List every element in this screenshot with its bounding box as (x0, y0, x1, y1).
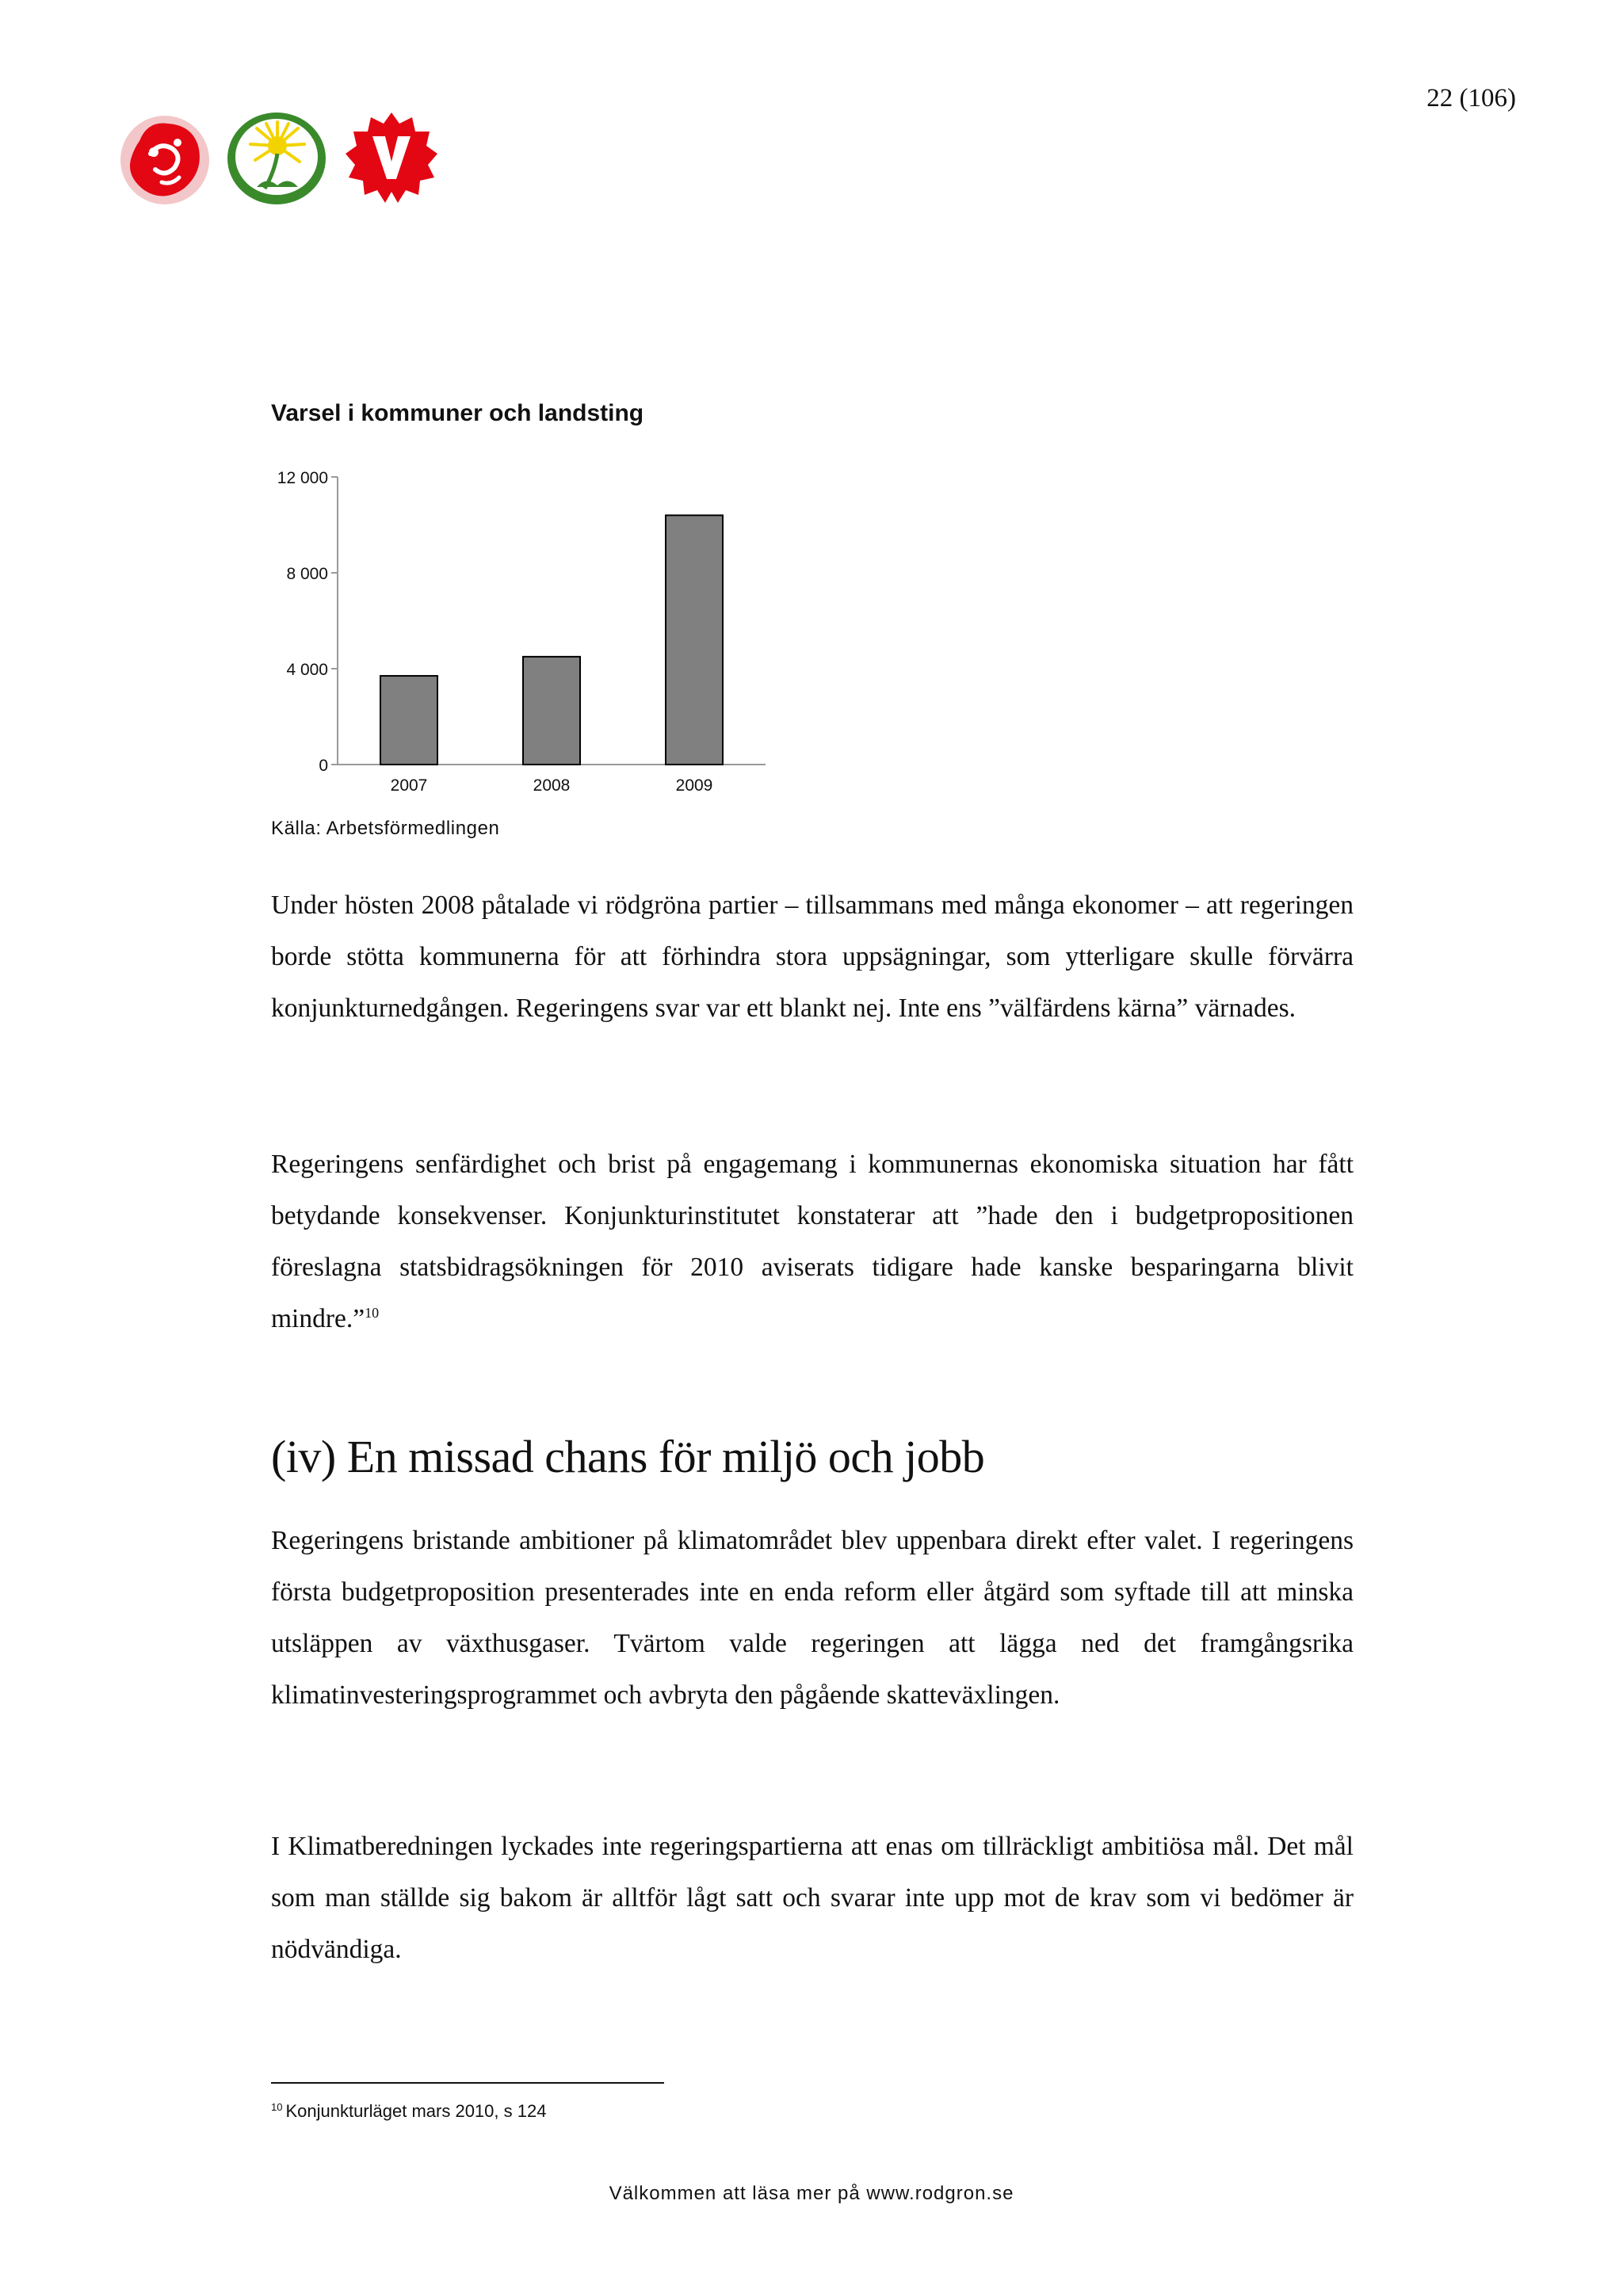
y-tick-label: 4 000 (286, 661, 328, 679)
section-heading: (iv) En missad chans för miljö och jobb (271, 1431, 985, 1482)
x-tick-label: 2008 (533, 776, 571, 795)
x-tick-label: 2009 (675, 776, 713, 795)
x-tick-label: 2007 (390, 776, 428, 795)
footnote-divider (271, 2082, 664, 2084)
bar-2009 (666, 515, 723, 765)
body-paragraph-2-text: Regeringens senfärdighet och brist på engagemang i kommunernas ekonomiska situation har fått betydande konsekvenser. Konjunkturinstitutet konstaterar att ”hade den i budgetpropositionen föreslagna statsbidragsökningen för 2010 aviserats tidigare hade kanske besparingarna blivit mindre.” (271, 1150, 1354, 1333)
y-tick-label: 0 (319, 757, 328, 775)
footnote-text: Konjunkturläget mars 2010, s 124 (285, 2101, 547, 2121)
miljopartiet-dandelion-logo (225, 109, 328, 208)
page-footer: Välkommen att läsa mer på www.rodgron.se (609, 2183, 1014, 2204)
body-paragraph-4: I Klimatberedningen lyckades inte regeringspartierna att enas om tillräckligt ambitiösa mål. Det mål som man ställde sig bakom är alltför lågt satt och svarar inte upp mot de krav som vi bedömer är nödvändiga. (271, 1832, 1354, 1964)
page-number: 22 (106) (1426, 84, 1516, 113)
footnote-ref-10: 10 (365, 1304, 380, 1321)
body-paragraph-3: Regeringens bristande ambitioner på klimatområdet blev uppenbara direkt efter valet. I regeringens första budgetproposition presenterades inte en enda reform eller åtgärd som syftade till att minska utsläppen av växthusgaser. Tvärtom valde regeringen att lägga ned det framgångsrika klimatinvesteringsprogrammet och avbryta den pågående skatteväxlingen. (271, 1526, 1354, 1710)
y-tick-label: 12 000 (277, 469, 328, 487)
y-tick-label: 8 000 (286, 565, 328, 583)
bar-2008 (523, 657, 580, 765)
bar-2007 (380, 676, 437, 765)
varsel-bar-chart (262, 460, 792, 808)
chart-source: Källa: Arbetsförmedlingen (271, 818, 500, 839)
body-paragraph-1: Under hösten 2008 påtalade vi rödgröna partier – tillsammans med många ekonomer – att regeringen borde stötta kommunerna för att förhindra stora uppsägningar, som ytterligare skulle förvärra konjunkturnedgången. Regeringens svar var ett blankt nej. Inte ens ”välfärdens kärna” värnades. (271, 891, 1354, 1023)
footnote-number: 10 (271, 2100, 283, 2113)
vansterpartiet-v-logo (342, 109, 441, 208)
socialdemokraterna-rose-logo (116, 109, 214, 208)
chart-title: Varsel i kommuner och landsting (271, 400, 644, 426)
body-paragraph-2 (271, 1138, 1354, 1344)
footnote (271, 2101, 546, 2122)
party-logos (116, 109, 449, 212)
